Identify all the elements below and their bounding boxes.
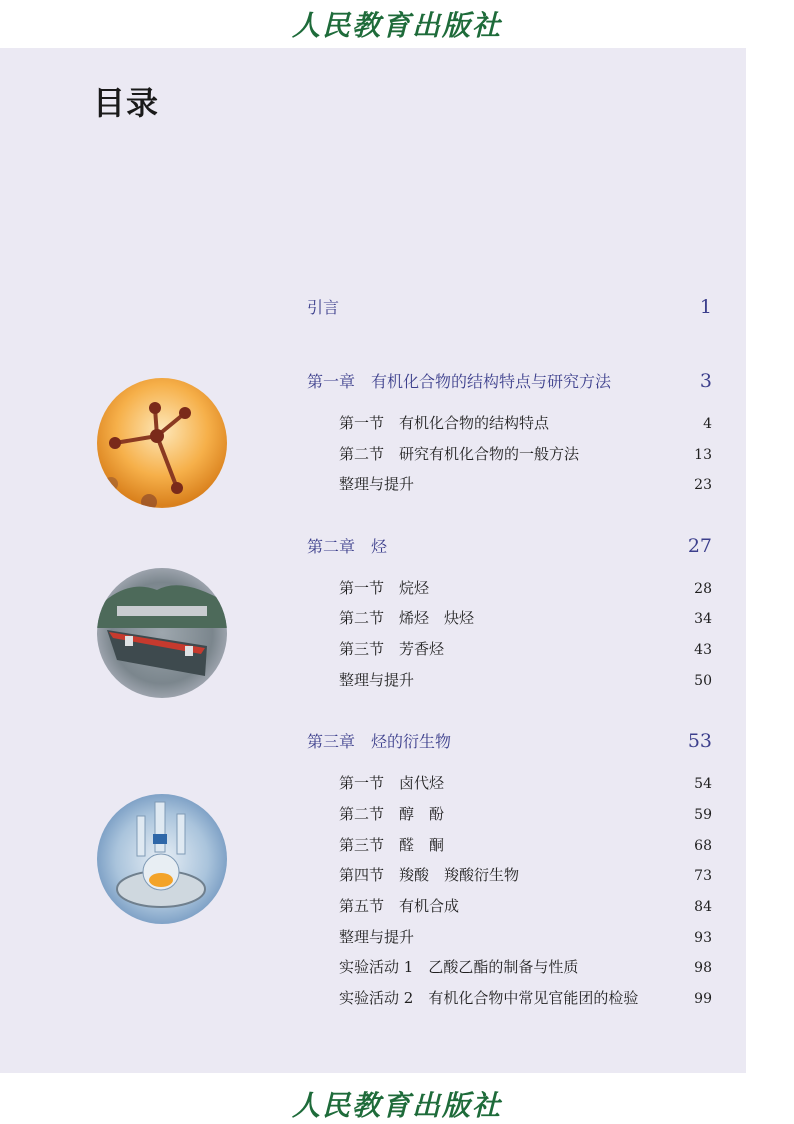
section-title: 研究有机化合物的一般方法 [399, 445, 580, 463]
chapter-title: 有机化合物的结构特点与研究方法 [371, 372, 612, 391]
section-title-secondary: 羧酸衍生物 [444, 866, 520, 884]
toc-section[interactable] [339, 772, 712, 793]
toc-intro-page: 1 [699, 296, 712, 318]
section-title: 有机化合物中常见官能团的检验 [428, 989, 639, 1007]
publisher-logo-bottom: 人民教育出版社 [291, 1089, 502, 1122]
section-title-secondary: 炔烃 [444, 609, 475, 627]
toc-section[interactable] [339, 864, 712, 885]
toc-section[interactable] [339, 987, 712, 1008]
section-prefix: 第二节 [339, 805, 385, 823]
section-prefix: 第二节 [339, 609, 385, 627]
section-page: 50 [694, 673, 712, 689]
toc-chapter-3[interactable] [307, 729, 712, 752]
toc-intro[interactable] [307, 295, 712, 318]
section-page: 98 [694, 960, 712, 976]
section-title: 整理与提升 [339, 475, 415, 493]
section-title: 烷烃 [399, 579, 430, 597]
chapter-page: 53 [687, 730, 712, 752]
section-prefix: 第四节 [339, 866, 385, 884]
section-prefix: 第一节 [339, 579, 385, 597]
toc-section[interactable] [339, 956, 712, 977]
toc-section[interactable] [339, 412, 712, 433]
section-title: 芳香烃 [399, 640, 445, 658]
section-page: 68 [694, 838, 712, 854]
section-title: 烯烃 [399, 609, 430, 627]
section-page: 13 [694, 447, 712, 463]
toc-section[interactable] [339, 803, 712, 824]
section-title-secondary: 酚 [429, 805, 445, 823]
section-prefix: 实验活动 2 [339, 989, 414, 1007]
section-prefix: 第三节 [339, 836, 385, 854]
toc-section[interactable] [339, 638, 712, 659]
section-title-secondary: 酮 [429, 836, 445, 854]
section-prefix: 第一节 [339, 414, 385, 432]
chapter-prefix: 第三章 [307, 732, 356, 751]
chapter-page: 3 [699, 370, 712, 392]
molecule-model-image [97, 378, 227, 508]
section-title: 卤代烃 [399, 774, 445, 792]
toc-chapter-1[interactable] [307, 369, 712, 392]
chapter-prefix: 第一章 [307, 372, 356, 391]
section-title: 醛 [399, 836, 415, 854]
section-page: 59 [694, 807, 712, 823]
publisher-logo-top: 人民教育出版社 [291, 9, 502, 42]
toc-section[interactable] [339, 577, 712, 598]
section-title: 有机化合物的结构特点 [399, 414, 550, 432]
oil-tanker-port-image [97, 568, 227, 698]
toc-intro-label: 引言 [307, 298, 340, 317]
toc-section[interactable] [339, 473, 712, 494]
section-title: 整理与提升 [339, 671, 415, 689]
chapter-title: 烃的衍生物 [371, 732, 452, 751]
section-prefix: 第一节 [339, 774, 385, 792]
section-page: 73 [694, 868, 712, 884]
toc-section[interactable] [339, 926, 712, 947]
section-title: 醇 [399, 805, 415, 823]
lab-reaction-apparatus-image [97, 794, 227, 924]
page-title: 目录 [93, 84, 160, 122]
toc-section[interactable] [339, 443, 712, 464]
section-page: 43 [694, 642, 712, 658]
toc-chapter-2[interactable] [307, 534, 712, 557]
section-prefix: 实验活动 1 [339, 958, 414, 976]
section-page: 28 [694, 581, 712, 597]
toc-section[interactable] [339, 669, 712, 690]
section-page: 99 [694, 991, 712, 1007]
section-prefix: 第三节 [339, 640, 385, 658]
section-page: 23 [694, 477, 712, 493]
section-page: 84 [694, 899, 712, 915]
section-prefix: 第二节 [339, 445, 385, 463]
chapter-page: 27 [687, 535, 712, 557]
section-prefix: 第五节 [339, 897, 385, 915]
section-page: 54 [694, 776, 712, 792]
section-page: 4 [703, 416, 712, 432]
section-page: 34 [694, 611, 712, 627]
chapter-prefix: 第二章 [307, 537, 356, 556]
section-title: 乙酸乙酯的制备与性质 [428, 958, 579, 976]
toc-section[interactable] [339, 834, 712, 855]
toc-section[interactable] [339, 895, 712, 916]
section-title: 羧酸 [399, 866, 430, 884]
section-page: 93 [694, 930, 712, 946]
toc-section[interactable] [339, 607, 712, 628]
chapter-title: 烃 [371, 537, 388, 556]
section-title: 有机合成 [399, 897, 460, 915]
toc-panel [0, 48, 746, 1073]
section-title: 整理与提升 [339, 928, 415, 946]
